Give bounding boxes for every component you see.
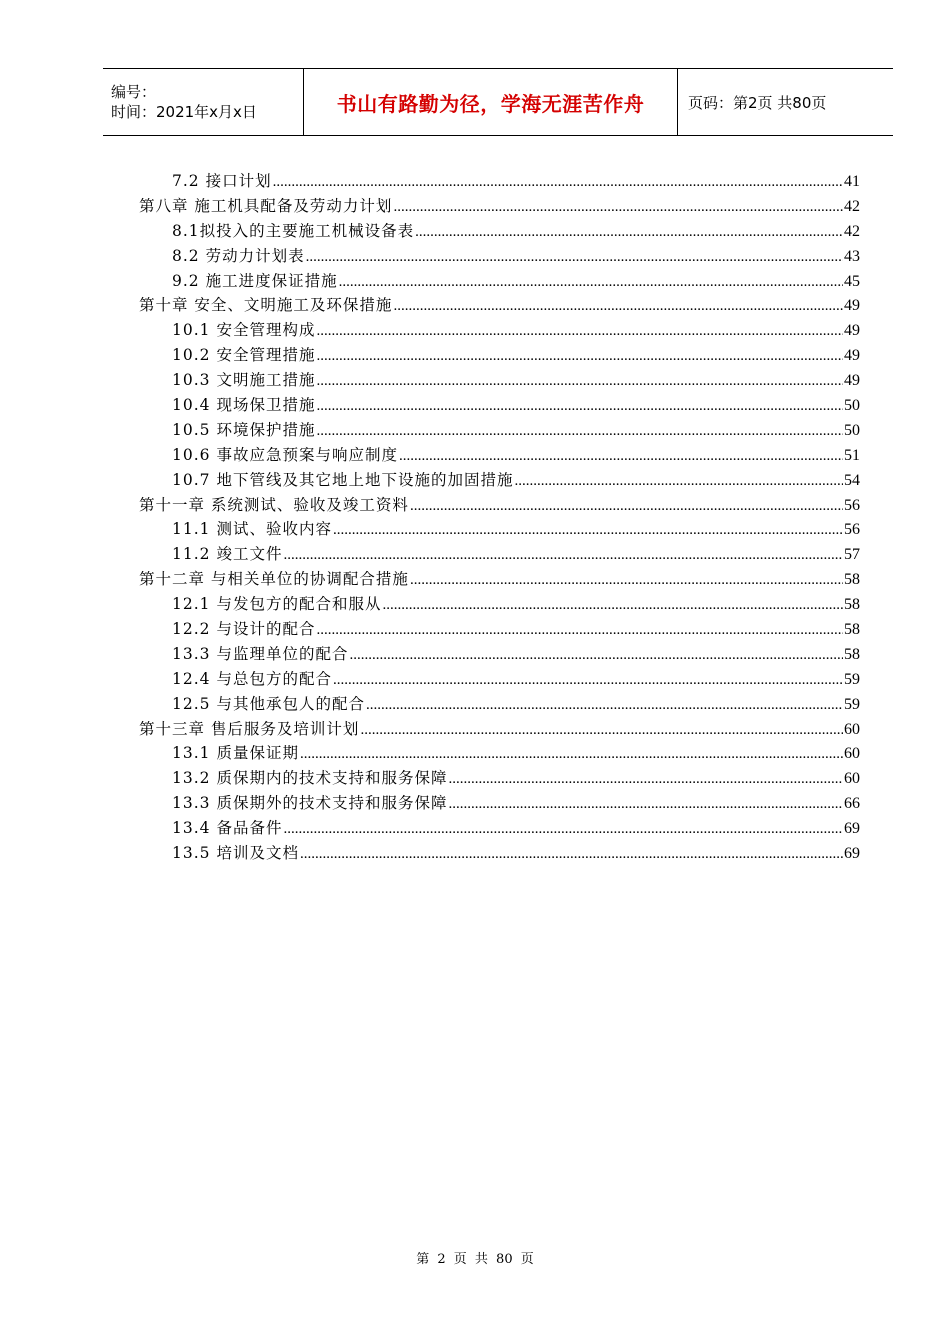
- toc-entry-title: 11.1 测试、验收内容: [172, 520, 332, 539]
- toc-chapter-entry[interactable]: [139, 717, 860, 742]
- toc-entry-title: 第八章 施工机具配备及劳动力计划: [139, 196, 393, 215]
- toc-entry-title: 12.4 与总包方的配合: [172, 669, 332, 688]
- toc-page-number: 60: [844, 745, 860, 763]
- toc-page-number: 43: [844, 247, 860, 265]
- toc-chapter-entry[interactable]: [139, 194, 860, 219]
- toc-dot-leader: [316, 318, 843, 343]
- toc-dot-leader: [333, 517, 843, 542]
- toc-entry-title: 10.3 文明施工措施: [172, 371, 316, 390]
- toc-entry-title: 10.5 环境保护措施: [172, 420, 316, 439]
- toc-entry-title: 11.2 竣工文件: [172, 545, 283, 564]
- toc-section-entry[interactable]: [139, 791, 860, 816]
- toc-section-entry[interactable]: [139, 517, 860, 542]
- toc-dot-leader: [393, 293, 843, 318]
- toc-page-number: 56: [844, 521, 860, 539]
- toc-dot-leader: [410, 567, 843, 592]
- toc-section-entry[interactable]: [139, 741, 860, 766]
- toc-page-number: 58: [844, 596, 860, 614]
- toc-section-entry[interactable]: [139, 219, 860, 244]
- toc-section-entry[interactable]: [139, 642, 860, 667]
- toc-dot-leader: [366, 692, 843, 717]
- toc-page-number: 60: [844, 770, 860, 788]
- toc-dot-leader: [514, 468, 843, 493]
- toc-entry-title: 13.3 质保期外的技术支持和服务保障: [172, 794, 448, 813]
- toc-page-number: 51: [844, 446, 860, 464]
- toc-section-entry[interactable]: [139, 692, 860, 717]
- toc-page-number: 42: [844, 222, 860, 240]
- document-number-label: 编号：: [111, 83, 157, 101]
- toc-page-number: 56: [844, 496, 860, 514]
- toc-chapter-entry[interactable]: [139, 293, 860, 318]
- toc-dot-leader: [273, 169, 843, 194]
- toc-section-entry[interactable]: [139, 368, 860, 393]
- toc-section-entry[interactable]: [139, 318, 860, 343]
- toc-entry-title: 10.2 安全管理措施: [172, 346, 316, 365]
- toc-page-number: 58: [844, 571, 860, 589]
- toc-dot-leader: [316, 393, 843, 418]
- toc-section-entry[interactable]: [139, 766, 860, 791]
- toc-dot-leader: [339, 269, 843, 294]
- toc-dot-leader: [300, 741, 843, 766]
- toc-dot-leader: [382, 592, 843, 617]
- toc-page-number: 60: [844, 720, 860, 738]
- toc-dot-leader: [316, 368, 843, 393]
- toc-entry-title: 第十三章 售后服务及培训计划: [139, 719, 360, 738]
- toc-page-number: 57: [844, 546, 860, 564]
- toc-page-number: 50: [844, 421, 860, 439]
- toc-dot-leader: [283, 542, 843, 567]
- toc-entry-title: 12.1 与发包方的配合和服从: [172, 595, 382, 614]
- table-of-contents: [139, 169, 860, 866]
- toc-entry-title: 8.2 劳动力计划表: [172, 246, 305, 265]
- toc-page-number: 45: [844, 272, 860, 290]
- toc-page-number: 69: [844, 845, 860, 863]
- toc-entry-title: 8.1拟投入的主要施工机械设备表: [172, 221, 415, 240]
- page-header: [103, 68, 893, 136]
- toc-section-entry[interactable]: [139, 617, 860, 642]
- toc-page-number: 66: [844, 795, 860, 813]
- toc-page-number: 54: [844, 471, 860, 489]
- toc-section-entry[interactable]: [139, 542, 860, 567]
- toc-entry-title: 第十章 安全、文明施工及环保措施: [139, 296, 393, 315]
- document-date-label: 时间：2021年x月x日: [111, 103, 257, 121]
- toc-page-number: 58: [844, 621, 860, 639]
- toc-section-entry[interactable]: [139, 443, 860, 468]
- toc-dot-leader: [333, 667, 843, 692]
- toc-page-number: 49: [844, 372, 860, 390]
- toc-entry-title: 13.4 备品备件: [172, 819, 283, 838]
- toc-chapter-entry[interactable]: [139, 567, 860, 592]
- toc-dot-leader: [283, 816, 843, 841]
- toc-entry-title: 第十一章 系统测试、验收及竣工资料: [139, 495, 409, 514]
- toc-section-entry[interactable]: [139, 592, 860, 617]
- toc-dot-leader: [316, 418, 843, 443]
- header-motto: 书山有路勤为径，学海无涯苦作舟: [304, 69, 678, 135]
- toc-dot-leader: [448, 766, 843, 791]
- toc-entry-title: 9.2 施工进度保证措施: [172, 271, 338, 290]
- toc-dot-leader: [306, 244, 843, 269]
- toc-dot-leader: [316, 343, 843, 368]
- toc-dot-leader: [393, 194, 843, 219]
- toc-section-entry[interactable]: [139, 393, 860, 418]
- toc-page-number: 58: [844, 645, 860, 663]
- toc-dot-leader: [316, 617, 843, 642]
- toc-entry-title: 13.5 培训及文档: [172, 844, 299, 863]
- page-footer: 第 2 页 共 80 页: [416, 1252, 534, 1267]
- toc-entry-title: 10.4 现场保卫措施: [172, 396, 316, 415]
- toc-dot-leader: [448, 791, 843, 816]
- toc-page-number: 49: [844, 347, 860, 365]
- toc-section-entry[interactable]: [139, 269, 860, 294]
- header-page-info: 页码：第2页 共80页: [688, 93, 827, 112]
- toc-section-entry[interactable]: [139, 244, 860, 269]
- toc-entry-title: 10.6 事故应急预案与响应制度: [172, 445, 398, 464]
- toc-page-number: 49: [844, 322, 860, 340]
- toc-dot-leader: [360, 717, 843, 742]
- toc-section-entry[interactable]: [139, 343, 860, 368]
- toc-section-entry[interactable]: [139, 418, 860, 443]
- toc-section-entry[interactable]: [139, 169, 860, 194]
- toc-entry-title: 13.1 质量保证期: [172, 744, 299, 763]
- toc-chapter-entry[interactable]: [139, 493, 860, 518]
- toc-dot-leader: [300, 841, 843, 866]
- toc-page-number: 69: [844, 820, 860, 838]
- toc-dot-leader: [410, 493, 843, 518]
- toc-section-entry[interactable]: [139, 816, 860, 841]
- toc-section-entry[interactable]: [139, 468, 860, 493]
- toc-page-number: 41: [844, 173, 860, 190]
- toc-entry-title: 10.1 安全管理构成: [172, 321, 316, 340]
- toc-entry-title: 10.7 地下管线及其它地上地下设施的加固措施: [172, 470, 514, 489]
- toc-entry-title: 12.5 与其他承包人的配合: [172, 694, 365, 713]
- toc-section-entry[interactable]: [139, 841, 860, 866]
- toc-page-number: 59: [844, 695, 860, 713]
- toc-entry-title: 7.2 接口计划: [172, 172, 272, 190]
- toc-entry-title: 13.3 与监理单位的配合: [172, 644, 349, 663]
- toc-page-number: 42: [844, 197, 860, 215]
- toc-entry-title: 第十二章 与相关单位的协调配合措施: [139, 570, 409, 589]
- header-info-cell: [103, 69, 304, 135]
- toc-dot-leader: [399, 443, 843, 468]
- toc-entry-title: 12.2 与设计的配合: [172, 620, 316, 639]
- toc-section-entry[interactable]: [139, 667, 860, 692]
- toc-dot-leader: [415, 219, 843, 244]
- toc-page-number: 49: [844, 297, 860, 315]
- toc-page-number: 59: [844, 670, 860, 688]
- toc-page-number: 50: [844, 397, 860, 415]
- toc-entry-title: 13.2 质保期内的技术支持和服务保障: [172, 769, 448, 788]
- toc-dot-leader: [349, 642, 843, 667]
